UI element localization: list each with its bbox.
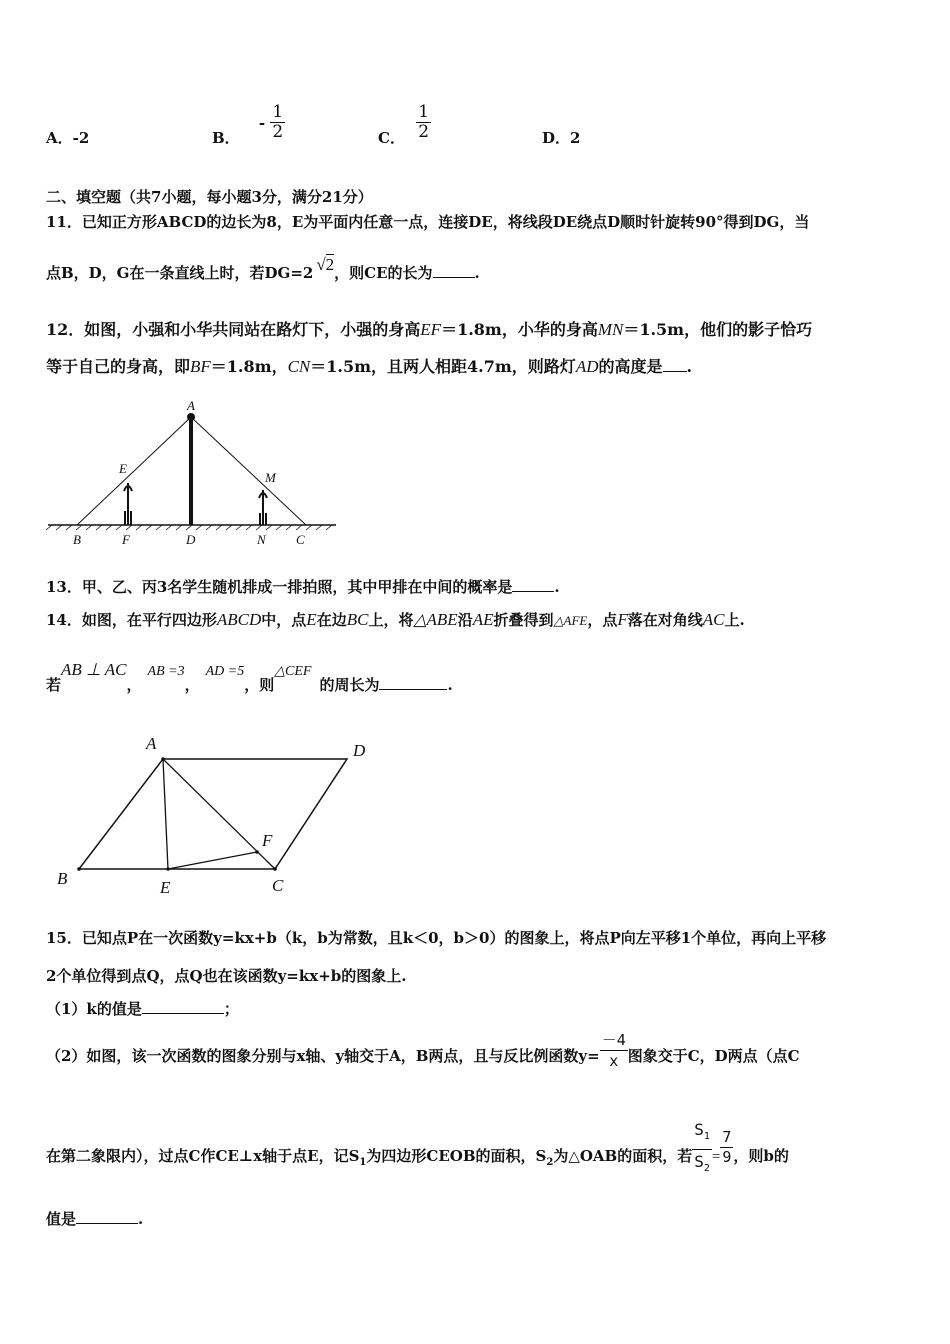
label-a: A xyxy=(146,734,157,753)
label-n: N xyxy=(257,532,266,547)
label-d: D xyxy=(353,741,366,760)
label-e: E xyxy=(160,878,171,897)
label-f: F xyxy=(262,831,273,850)
q14-line1: 14．如图，在平行四边形ABCD中，点E在边BC上，将△ABE沿AE折叠得到△AFE，点F落在对角线AC上. xyxy=(46,610,745,629)
q15-line4: 在第二象限内），过点C作CE⊥x轴于点E，记$S_1$为四边形CEOB的面积，$S_2$为△OAB的面积，若 $\frac{S_1}{S_2}$ = $\frac{7}{9}$ ，则b的 xyxy=(46,1118,789,1174)
q12-line1: 12．如图，小强和小华共同站在路灯下，小强的身高EF＝1.8m，小华的身高MN＝1.5m，他们的影子恰巧 xyxy=(46,320,813,339)
q15-line1: 15．已知点P在一次函数y=kx+b（k，b为常数，且k＜0，b＞0）的图象上，将点P向左平移1个单位，再向上平移 xyxy=(46,929,827,947)
label-b: B xyxy=(57,869,68,888)
ratio-fraction-value: $\frac{7}{9}$ xyxy=(722,1128,732,1166)
segment-ae xyxy=(163,759,168,869)
label-a: A xyxy=(187,398,195,413)
q11-line1: 11．已知正方形ABCD的边长为8，E为平面内任意一点，连接DE，将线段DE绕点D顺时针旋转90°得到DG，当 xyxy=(46,213,810,231)
person-mn xyxy=(259,490,267,525)
q11-answer-blank[interactable] xyxy=(433,263,475,278)
q12-answer-blank[interactable] xyxy=(663,357,687,372)
q15-line5: 值是 . xyxy=(46,1210,144,1228)
q15-part2: （2）如图，该一次函数的图象分别与x轴、y轴交于A，B两点，且与反比例函数y= $\frac{-4}{x}$ 图象交于C，D两点（点C xyxy=(46,1031,800,1070)
q15-part1: （1）k的值是 ； xyxy=(46,1000,239,1018)
fraction-c: $\frac{1}{2}$ xyxy=(418,102,430,142)
q13-text: 13．甲、乙、丙3名学生随机排成一排拍照，其中甲排在中间的概率是 . xyxy=(46,578,560,596)
label-c: C xyxy=(272,876,284,895)
q12-line2: 等于自己的身高，即BF＝1.8m，CN＝1.5m，且两人相距4.7m，则路灯AD的高度是 . xyxy=(46,357,693,376)
q14-line2: 若AB ⊥ AC，AB =3，AD =5，则△CEF的周长为 . xyxy=(46,660,453,694)
parallelogram-figure xyxy=(50,728,380,898)
section-heading: 二、填空题（共7小题，每小题3分，满分21分） xyxy=(46,188,373,206)
option-c: C． $\frac{1}{2}$ xyxy=(378,102,430,147)
ratio-fraction-s: $\frac{S_1}{S_2}$ xyxy=(694,1120,710,1175)
q11-line2: 点B，D，G在一条直线上时，若DG=2 √2，则CE的长为 . xyxy=(46,255,480,282)
label-b: B xyxy=(73,532,81,547)
light-ray-right xyxy=(191,417,306,525)
q15-part1-blank[interactable] xyxy=(142,999,224,1014)
label-c: C xyxy=(296,532,305,547)
parallelogram-abcd xyxy=(79,759,347,869)
q14-answer-blank[interactable] xyxy=(379,675,447,690)
label-f: F xyxy=(122,532,130,547)
option-a: A．-2 xyxy=(46,129,90,147)
label-e: E xyxy=(119,461,127,476)
light-ray-left xyxy=(77,417,191,525)
segment-ef xyxy=(168,852,257,869)
q13-answer-blank[interactable] xyxy=(512,577,554,592)
label-m: M xyxy=(265,470,276,485)
option-b: B． - $\frac{1}{2}$ xyxy=(212,102,284,147)
option-d: D．2 xyxy=(542,129,581,147)
q15-part2-blank[interactable] xyxy=(76,1209,138,1224)
label-d: D xyxy=(186,532,196,547)
lamp xyxy=(187,413,195,421)
person-ef xyxy=(124,483,132,525)
inverse-function-fraction: $\frac{-4}{x}$ xyxy=(601,1031,626,1070)
streetlight-figure xyxy=(40,395,350,555)
fraction-b: $\frac{1}{2}$ xyxy=(272,102,284,142)
q15-line2: 2个单位得到点Q，点Q也在该函数y=kx+b的图象上. xyxy=(46,967,407,985)
